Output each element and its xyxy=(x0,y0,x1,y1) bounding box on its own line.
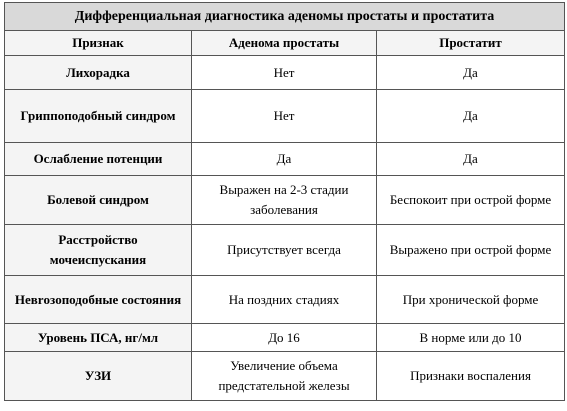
prostatitis-cell: Да xyxy=(377,143,565,176)
table-row xyxy=(5,276,565,324)
feature-cell: Лихорадка xyxy=(5,56,192,90)
feature-cell: Ослабление потенции xyxy=(5,143,192,176)
table-row xyxy=(5,56,565,90)
adenoma-cell: Нет xyxy=(192,90,377,143)
feature-cell: Гриппоподобный синдром xyxy=(5,90,192,143)
prostatitis-cell: В норме или до 10 xyxy=(377,324,565,352)
diagnosis-table xyxy=(4,2,565,401)
prostatitis-cell: Выражено при острой форме xyxy=(377,225,565,276)
table-row xyxy=(5,176,565,225)
table-title: Дифференциальная диагностика аденомы простаты и простатита xyxy=(5,3,565,31)
adenoma-cell: Присутствует всегда xyxy=(192,225,377,276)
feature-cell: Уровень ПСА, нг/мл xyxy=(5,324,192,352)
feature-cell: Расстройство мочеиспускания xyxy=(5,225,192,276)
adenoma-cell: Да xyxy=(192,143,377,176)
prostatitis-cell: Беспокоит при острой форме xyxy=(377,176,565,225)
adenoma-cell: Нет xyxy=(192,56,377,90)
table-row xyxy=(5,225,565,276)
feature-cell: УЗИ xyxy=(5,352,192,401)
prostatitis-cell: При хронической форме xyxy=(377,276,565,324)
prostatitis-cell: Признаки воспаления xyxy=(377,352,565,401)
table-row xyxy=(5,90,565,143)
feature-cell: Болевой синдром xyxy=(5,176,192,225)
adenoma-cell: До 16 xyxy=(192,324,377,352)
header-row xyxy=(5,31,565,56)
table-row xyxy=(5,143,565,176)
header-feature: Признак xyxy=(5,31,192,56)
table-row xyxy=(5,352,565,401)
header-prostatitis: Простатит xyxy=(377,31,565,56)
prostatitis-cell: Да xyxy=(377,90,565,143)
title-row xyxy=(5,3,565,31)
adenoma-cell: Выражен на 2-3 стадии заболевания xyxy=(192,176,377,225)
adenoma-cell: На поздних стадиях xyxy=(192,276,377,324)
feature-cell: Невrозоподобные состояния xyxy=(5,276,192,324)
header-adenoma: Аденома простаты xyxy=(192,31,377,56)
table-row xyxy=(5,324,565,352)
prostatitis-cell: Да xyxy=(377,56,565,90)
adenoma-cell: Увеличение объема предстательной железы xyxy=(192,352,377,401)
